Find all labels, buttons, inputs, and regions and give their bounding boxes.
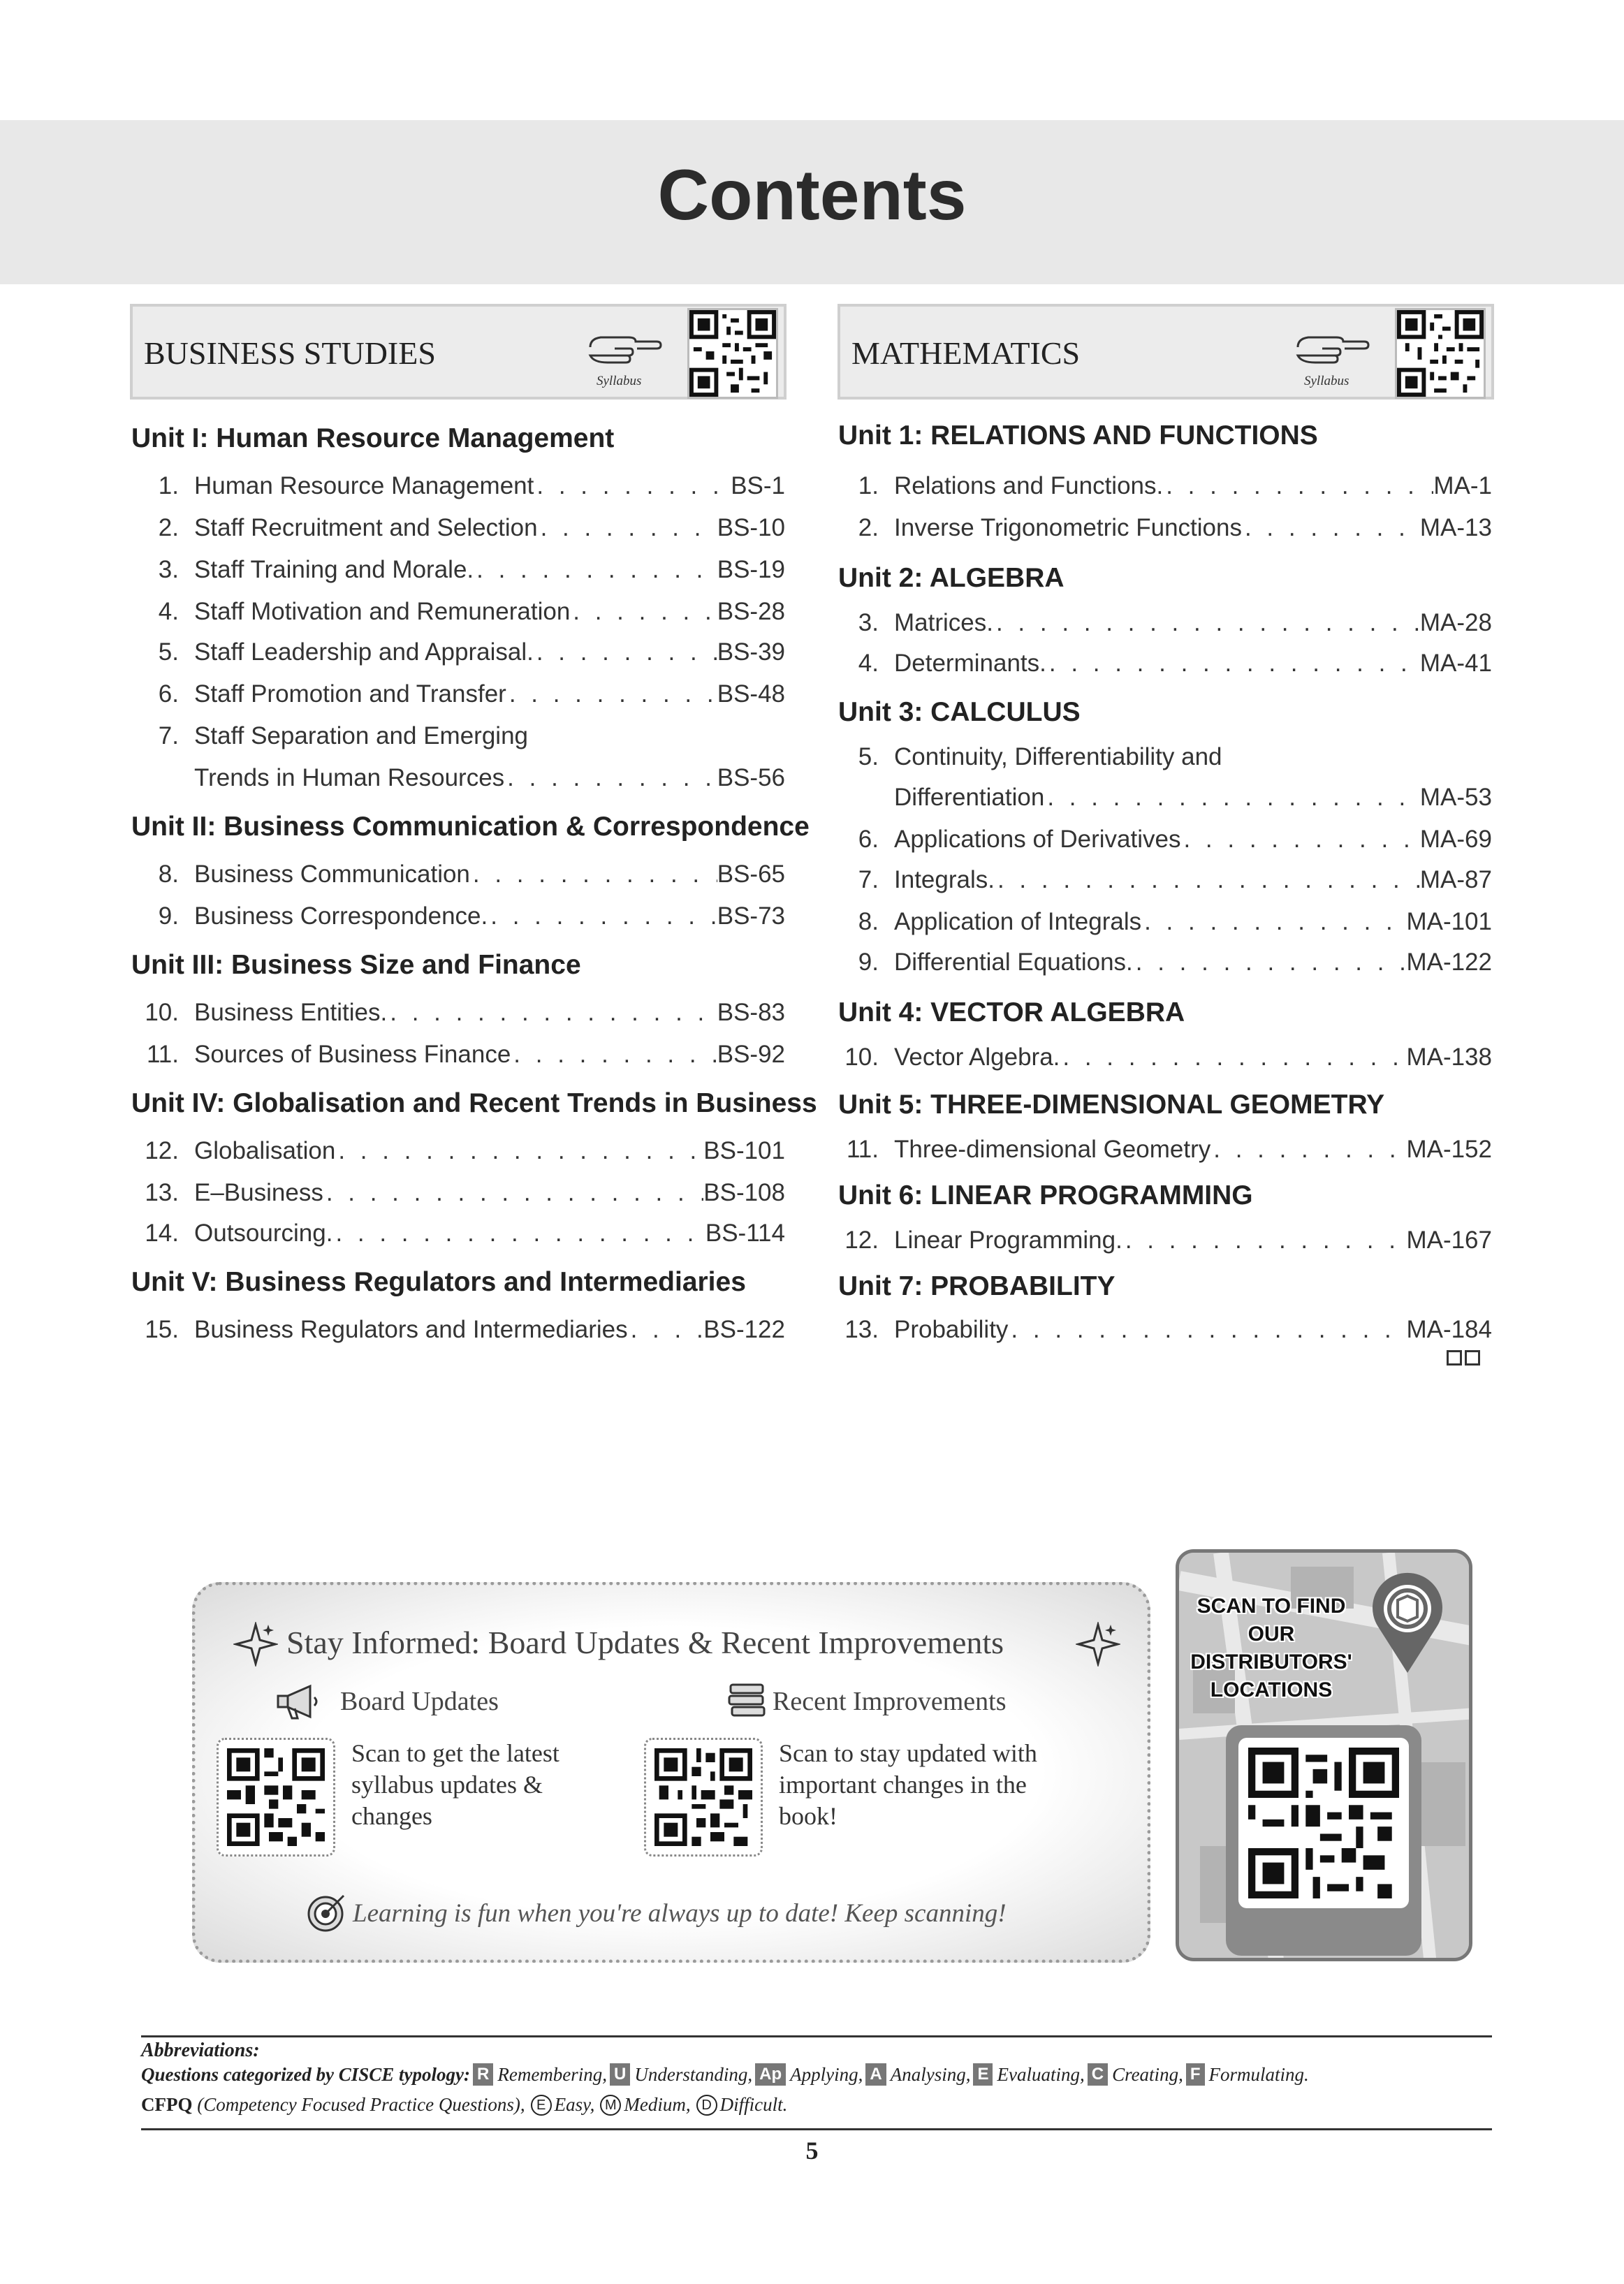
tag-analysing: A (865, 2063, 886, 2086)
board-updates-qr-code[interactable] (217, 1738, 335, 1857)
chapter-row[interactable]: 2. Inverse Trigonometric Functions . . . MA-13 (830, 514, 1492, 542)
sparkle-icon (1076, 1622, 1120, 1667)
business-studies-heading: BUSINESS STUDIES (144, 335, 436, 371)
chapter-row[interactable]: 9. Differential Equations. . . . MA-122 (830, 949, 1492, 976)
syllabus-label: Syllabus (1304, 374, 1349, 388)
syllabus-qr-code[interactable] (1395, 308, 1486, 399)
recent-improvements-qr-code[interactable] (644, 1738, 763, 1857)
distributors-scan-text: SCAN TO FIND OUR DISTRIBUTORS' LOCATIONS (1190, 1595, 1352, 1701)
tag-evaluating: E (973, 2063, 993, 2086)
abbreviations-bottom-rule (141, 2128, 1492, 2130)
chapter-row[interactable]: 4. Staff Motivation and Remuneration . . . BS-28 (130, 598, 785, 626)
board-updates-text: Scan to get the latest syllabus updates & changes (351, 1739, 559, 1830)
stay-informed-tagline: Learning is fun when you're always up to date! Keep scanning! (353, 1899, 1007, 1928)
chapter-row[interactable]: 4. Determinants. . . . MA-41 (830, 650, 1492, 678)
chapter-row[interactable]: 11. Sources of Business Finance . . . BS-92 (130, 1041, 785, 1069)
chapter-row[interactable]: 8. Application of Integrals . . . MA-101 (830, 908, 1492, 936)
mathematics-header (837, 304, 1494, 400)
end-mark-icon (1447, 1350, 1487, 1370)
megaphone-icon (274, 1682, 323, 1721)
unit-heading: Unit 1: RELATIONS AND FUNCTIONS (838, 420, 1318, 451)
unit-heading: Unit 5: THREE-DIMENSIONAL GEOMETRY (838, 1090, 1385, 1120)
cfpq-description: (Competency Focused Practice Questions), (197, 2094, 525, 2115)
abbreviations-title: Abbreviations: (141, 2040, 260, 2061)
chapter-row[interactable]: 5. Continuity, Differentiability and (858, 743, 1222, 770)
chapter-row[interactable]: 6. Applications of Derivatives . . . MA-69 (830, 826, 1492, 854)
chapter-row[interactable]: 8. Business Communication . . . BS-65 (130, 861, 785, 888)
tag-formulating: F (1186, 2063, 1205, 2086)
chapter-row[interactable]: 15. Business Regulators and Intermediaries . . . BS-122 (130, 1316, 785, 1344)
business-studies-header (130, 304, 787, 400)
recent-improvements-heading: Recent Improvements (773, 1687, 1007, 1716)
unit-heading: Unit III: Business Size and Finance (131, 950, 581, 980)
page-title: Contents (657, 155, 967, 235)
chapter-row[interactable]: 10. Business Entities. . . . BS-83 (130, 999, 785, 1027)
tag-creating: C (1088, 2063, 1108, 2086)
chapter-row[interactable]: 7. Staff Separation and Emerging (158, 722, 529, 749)
tag-remembering: R (473, 2063, 493, 2086)
chapter-row[interactable]: 3. Staff Training and Morale. . . . BS-19 (130, 556, 785, 584)
unit-heading: Unit II: Business Communication & Correspondence (131, 812, 810, 842)
page-number: 5 (805, 2137, 819, 2165)
chapter-row[interactable]: 2. Staff Recruitment and Selection . . . BS-10 (130, 514, 785, 542)
chapter-row[interactable]: 7. Integrals. . . . MA-87 (830, 866, 1492, 894)
location-pin-icon (1366, 1568, 1449, 1680)
tag-understanding: U (610, 2063, 630, 2086)
books-icon (726, 1681, 768, 1720)
chapter-row[interactable]: 12. Linear Programming. . . . MA-167 (830, 1227, 1492, 1254)
distributors-qr-code[interactable] (1238, 1738, 1409, 1908)
sparkle-icon (233, 1622, 278, 1667)
pointing-hand-icon (1294, 326, 1371, 368)
chapter-row[interactable]: 13. E–Business . . . BS-108 (130, 1179, 785, 1207)
abbreviations-top-rule (141, 2035, 1492, 2037)
mathematics-heading: MATHEMATICS (851, 335, 1081, 371)
chapter-row[interactable]: 1. Relations and Functions. . . . MA-1 (830, 472, 1492, 500)
difficulty-easy-badge: E (531, 2095, 552, 2116)
chapter-row[interactable]: 3. Matrices. . . . MA-28 (830, 609, 1492, 637)
chapter-row[interactable]: 12. Globalisation . . . BS-101 (130, 1137, 785, 1165)
difficulty-medium-badge: M (600, 2095, 621, 2116)
unit-heading: Unit 7: PROBABILITY (838, 1271, 1115, 1301)
chapter-row[interactable]: 6. Staff Promotion and Transfer . . . BS-48 (130, 680, 785, 708)
unit-heading: Unit 6: LINEAR PROGRAMMING (838, 1180, 1253, 1210)
chapter-row[interactable]: 14. Outsourcing. . . . BS-114 (130, 1220, 785, 1247)
board-updates-heading: Board Updates (340, 1687, 499, 1716)
difficulty-difficult-badge: D (696, 2095, 717, 2116)
chapter-row[interactable]: 11. Three-dimensional Geometry . . . MA-152 (830, 1136, 1492, 1164)
unit-heading: Unit 3: CALCULUS (838, 697, 1081, 727)
chapter-row[interactable]: 9. Business Correspondence. . . . BS-73 (130, 902, 785, 930)
unit-heading: Unit 2: ALGEBRA (838, 563, 1065, 593)
chapter-row[interactable]: 1. Human Resource Management . . . BS-1 (130, 472, 785, 500)
pointing-hand-icon (587, 326, 664, 368)
typology-line: Questions categorized by CISCE typology: R Remembering, U Understanding, Ap Applying, A Analysing, E Evaluating, C Creating, F Formulating. (141, 2063, 1309, 2085)
target-icon (306, 1891, 348, 1933)
stay-informed-title: Stay Informed: Board Updates & Recent Improvements (286, 1625, 1004, 1660)
chapter-row[interactable]: 13. Probability . . . MA-184 (830, 1316, 1492, 1344)
unit-heading: Unit V: Business Regulators and Intermediaries (131, 1267, 746, 1297)
recent-improvements-text: Scan to stay updated with important changes in the book! (779, 1739, 1037, 1830)
unit-heading: Unit 4: VECTOR ALGEBRA (838, 997, 1185, 1027)
unit-heading: Unit I: Human Resource Management (131, 423, 615, 453)
chapter-row[interactable]: 5. Staff Leadership and Appraisal. . . . BS-39 (130, 638, 785, 666)
syllabus-qr-code[interactable] (687, 308, 778, 399)
unit-heading: Unit IV: Globalisation and Recent Trends in Business (131, 1088, 817, 1118)
tag-applying: Ap (755, 2063, 786, 2086)
chapter-row-continued[interactable]: Trends in Human Resources . . . BS-56 (130, 764, 785, 792)
syllabus-label: Syllabus (597, 374, 642, 388)
typology-label: Questions categorized by CISCE typology: (141, 2063, 470, 2085)
chapter-row[interactable]: 10. Vector Algebra. . . . MA-138 (830, 1044, 1492, 1071)
cfpq-line: CFPQ (Competency Focused Practice Questions), E Easy, M Medium, D Difficult. (141, 2094, 788, 2115)
chapter-row-continued[interactable]: Differentiation . . . MA-53 (830, 784, 1492, 812)
cfpq-label: CFPQ (141, 2094, 193, 2115)
